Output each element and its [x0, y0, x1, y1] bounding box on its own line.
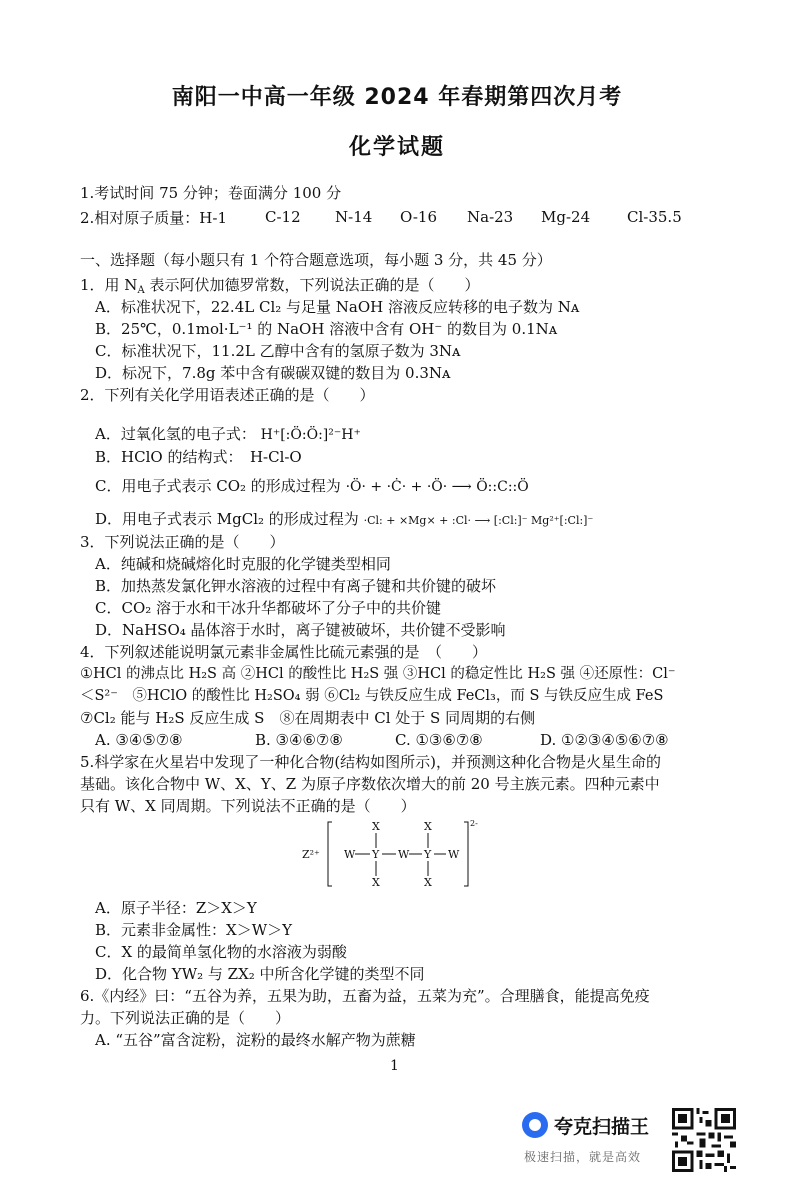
q4-statement-3: ⑦Cl₂ 能与 H₂S 反应生成 S ⑧在周期表中 Cl 处于 S 同周期的右侧	[80, 709, 536, 727]
mass-cl: Cl-35.5	[627, 208, 682, 226]
exam-subtitle: 化学试题	[348, 135, 445, 160]
quark-logo-icon	[522, 1112, 548, 1138]
section-title: 一、选择题（每小题只有 1 个符合题意选项，每小题 3 分，共 45 分）	[80, 251, 552, 269]
q3-option-b: B．加热蒸发氯化钾水溶液的过程中有离子键和共价键的破坏	[95, 577, 497, 595]
q1-stem: 1．用 $N_A$ 表示阿伏加德罗常数，下列说法正确的是（ ）	[80, 276, 480, 296]
q1-option-b: B．25℃，0.1mol·L⁻¹ 的 NaOH 溶液中含有 OH⁻ 的数目为 0.1Nᴀ	[95, 320, 558, 338]
q6-stem-1: 6.《内经》曰：“五谷为养，五果为助，五畜为益，五菜为充”。合理膳食，能提高免疫	[80, 987, 650, 1005]
mass-n: N-14	[335, 208, 373, 226]
q4-option-b: B. ③④⑥⑦⑧	[255, 731, 343, 749]
q4-statement-2: ＜S²⁻ ⑤HClO 的酸性比 H₂SO₄ 弱 ⑥Cl₂ 与铁反应生成 FeCl₃，而 S 与铁反应生成 FeS	[80, 688, 664, 704]
q1-option-a: A．标准状况下，22.4L Cl₂ 与足量 NaOH 溶液反应转移的电子数为 Nᴀ	[95, 298, 580, 316]
anion-charge: 2-	[470, 819, 478, 828]
q4-option-d: D. ①②③④⑤⑥⑦⑧	[540, 731, 669, 749]
page-number: 1	[390, 1058, 399, 1074]
q5-stem-3: 只有 W、X 同周期。下列说法不正确的是（ ）	[80, 797, 416, 815]
q3-stem: 3．下列说法正确的是（ ）	[80, 533, 285, 551]
cation-label: Z²⁺	[302, 848, 320, 861]
watermark-brand: 夸克扫描王	[554, 1116, 650, 1138]
q6-option-a: A. “五谷”富含淀粉，淀粉的最终水解产物为蔗糖	[95, 1031, 416, 1049]
exam-title: 南阳一中高一年级 2024 年春期第四次月考	[171, 85, 623, 110]
mass-o: O-16	[400, 208, 438, 226]
q4-stem: 4．下列叙述能说明氯元素非金属性比硫元素强的是 （ ）	[80, 643, 488, 661]
note-time: 1.考试时间 75 分钟；卷面满分 100 分	[80, 184, 342, 202]
atom-x3: X	[372, 876, 380, 889]
atom-x2: X	[424, 820, 432, 833]
atom-w2: W	[398, 848, 410, 861]
q1-option-c: C．标准状况下，11.2L 乙醇中含有的氢原子数为 3Nᴀ	[95, 342, 461, 360]
q5-stem-2: 基础。该化合物中 W、X、Y、Z 为原子序数依次增大的前 20 号主族元素。四种元素中	[80, 775, 660, 793]
q2-option-a: A．过氧化氢的电子式： H⁺[:Ö:Ö:]²⁻H⁺	[95, 425, 361, 443]
qr-code-icon	[672, 1108, 736, 1172]
q4-option-c: C. ①③⑥⑦⑧	[395, 731, 483, 749]
q5-stem-1: 5.科学家在火星岩中发现了一种化合物(结构如图所示)，并预测这种化合物是火星生命的	[80, 753, 662, 771]
q2-option-c: C．用电子式表示 CO₂ 的形成过程为 ·Ö· + ·Ċ· + ·Ö· ⟶ Ö::C::Ö	[95, 477, 529, 495]
q3-option-d: D．NaHSO₄ 晶体溶于水时，离子键被破坏，共价键不受影响	[95, 621, 506, 639]
q1-option-d: D．标况下，7.8g 苯中含有碳碳双键的数目为 0.3Nᴀ	[95, 364, 451, 382]
watermark-slogan: 极速扫描，就是高效	[524, 1150, 642, 1164]
q2-stem: 2．下列有关化学用语表述正确的是（ ）	[80, 386, 375, 404]
q4-statement-1: ①HCl 的沸点比 H₂S 高 ②HCl 的酸性比 H₂S 强 ③HCl 的稳定性比 H₂S 强 ④还原性：Cl⁻	[80, 666, 676, 682]
compound-structure-diagram	[300, 818, 480, 890]
q5-option-b: B．元素非金属性：X＞W＞Y	[95, 921, 293, 939]
mass-mg: Mg-24	[541, 208, 591, 226]
atom-w1: W	[344, 848, 356, 861]
q3-option-a: A．纯碱和烧碱熔化时克服的化学键类型相同	[95, 555, 391, 573]
q2-option-b: B．HClO 的结构式： H-Cl-O	[95, 448, 302, 466]
atom-y1: Y	[372, 848, 380, 861]
q5-option-a: A．原子半径：Z＞X＞Y	[95, 899, 257, 917]
q4-option-a: A. ③④⑤⑦⑧	[95, 731, 183, 749]
q5-option-c: C．X 的最简单氢化物的水溶液为弱酸	[95, 943, 347, 961]
atom-y2: Y	[424, 848, 432, 861]
q2-option-d: D．用电子式表示 MgCl₂ 的形成过程为 ·Cl: + ×Mg× + :Cl· ⟶ [:Cl:]⁻ Mg²⁺[:Cl:]⁻	[95, 510, 594, 528]
q5-option-d: D．化合物 YW₂ 与 ZX₂ 中所含化学键的类型不同	[95, 965, 425, 983]
atom-x1: X	[372, 820, 380, 833]
h2o2-electron-formula: H⁺[:Ö:Ö:]²⁻H⁺	[260, 427, 361, 443]
atom-w3: W	[448, 848, 460, 861]
mass-na: Na-23	[467, 208, 514, 226]
scanner-watermark	[522, 1108, 667, 1168]
atom-x4: X	[424, 876, 432, 889]
q6-stem-2: 力。下列说法正确的是（ ）	[80, 1009, 291, 1027]
co2-formation-formula: ·Ö· + ·Ċ· + ·Ö· ⟶ Ö::C::Ö	[345, 479, 529, 495]
q3-option-c: C．CO₂ 溶于水和干冰升华都破坏了分子中的共价键	[95, 599, 442, 617]
mass-c: C-12	[265, 208, 301, 226]
mgcl2-formation-formula: ·Cl: + ×Mg× + :Cl· ⟶ [:Cl:]⁻ Mg²⁺[:Cl:]⁻	[363, 514, 594, 527]
note-mass-label: 2.相对原子质量：H-1	[80, 209, 228, 227]
